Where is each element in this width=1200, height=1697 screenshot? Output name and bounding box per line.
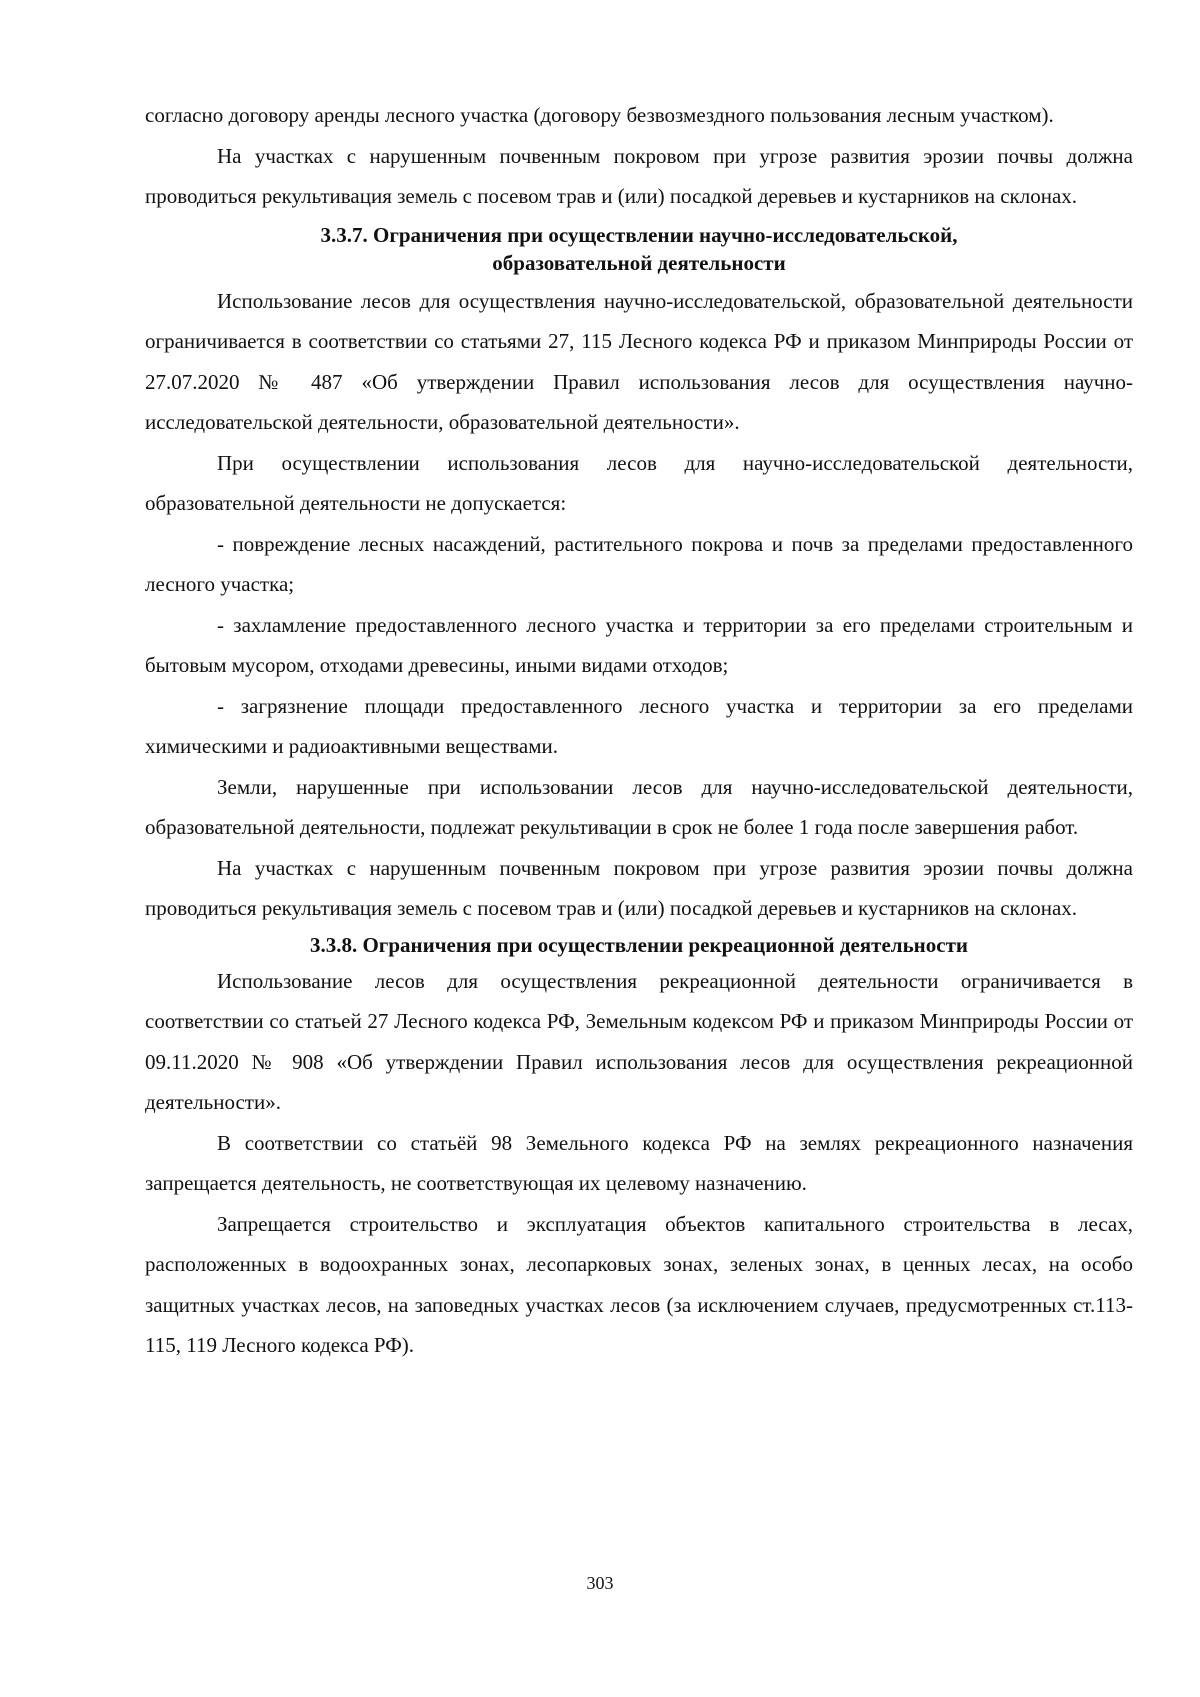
paragraph-research-use: Использование лесов для осуществления научно-исследовательской, образовательной деятельности ограничивается в соответствии со статьями 27, 115 Лесного кодекса РФ и приказом Минприроды России от 27.07.2020 № 487 «Об утверждении Правил использования лесов для осуществления научно-исследовательской деятельности, образовательной деятельности». — [145, 288, 1133, 434]
paragraph-not-allowed: При осуществлении использования лесов для научно-исследовательской деятельности, образовательной деятельности не допускается: — [145, 450, 1133, 515]
list-item-damage: - повреждение лесных насаждений, растительного покрова и почв за пределами предоставленного лесного участка; — [145, 531, 1133, 596]
list-item-littering: - захламление предоставленного лесного участка и территории за его пределами строительным и бытовым мусором, отходами древесины, иными видами отходов; — [145, 612, 1133, 677]
paragraph-land-code: В соответствии со статьёй 98 Земельного кодекса РФ на землях рекреационного назначения запрещается деятельность, не соответствующая их целевому назначению. — [145, 1130, 1133, 1195]
paragraph-disturbed-lands: Земли, нарушенные при использовании лесов для научно-исследовательской деятельности, образовательной деятельности, подлежат рекультивации в срок не более 1 года после завершения работ. — [145, 774, 1133, 839]
section-heading-3-3-7 — [145, 221, 1133, 277]
document-body — [145, 95, 1133, 1366]
paragraph-recultivation: На участках с нарушенным почвенным покровом при угрозе развития эрозии почвы должна проводиться рекультивация земель с посевом трав и (или) посадкой деревьев и кустарников на склонах. — [145, 143, 1133, 208]
section-heading-3-3-7-line1: 3.3.7. Ограничения при осуществлении научно-исследовательской, — [320, 222, 958, 247]
paragraph-continuation: согласно договору аренды лесного участка (договору безвозмездного пользования лесным участком). — [145, 103, 1054, 127]
paragraph-erosion: На участках с нарушенным почвенным покровом при угрозе развития эрозии почвы должна проводиться рекультивация земель с посевом трав и (или) посадкой деревьев и кустарников на склонах. — [145, 855, 1133, 920]
list-item-pollution: - загрязнение площади предоставленного лесного участка и территории за его пределами химическими и радиоактивными веществами. — [145, 693, 1133, 758]
section-heading-3-3-7-line2: образовательной деятельности — [492, 250, 786, 275]
paragraph-construction-ban: Запрещается строительство и эксплуатация объектов капитального строительства в лесах, расположенных в водоохранных зонах, лесопарковых зонах, зеленых зонах, в ценных лесах, на особо защитных участках лесов, на заповедных участках лесов (за исключением случаев, предусмотренных ст.113-115, 119 Лесного кодекса РФ). — [145, 1211, 1133, 1357]
page-number: 303 — [586, 1573, 614, 1593]
section-heading-3-3-8: 3.3.8. Ограничения при осуществлении рекреационной деятельности — [309, 932, 969, 957]
paragraph-recreation-use: Использование лесов для осуществления рекреационной деятельности ограничивается в соответствии со статьей 27 Лесного кодекса РФ, Земельным кодексом РФ и приказом Минприроды России от 09.11.2020 № 908 «Об утверждении Правил использования лесов для осуществления рекреационной деятельности». — [145, 968, 1133, 1114]
